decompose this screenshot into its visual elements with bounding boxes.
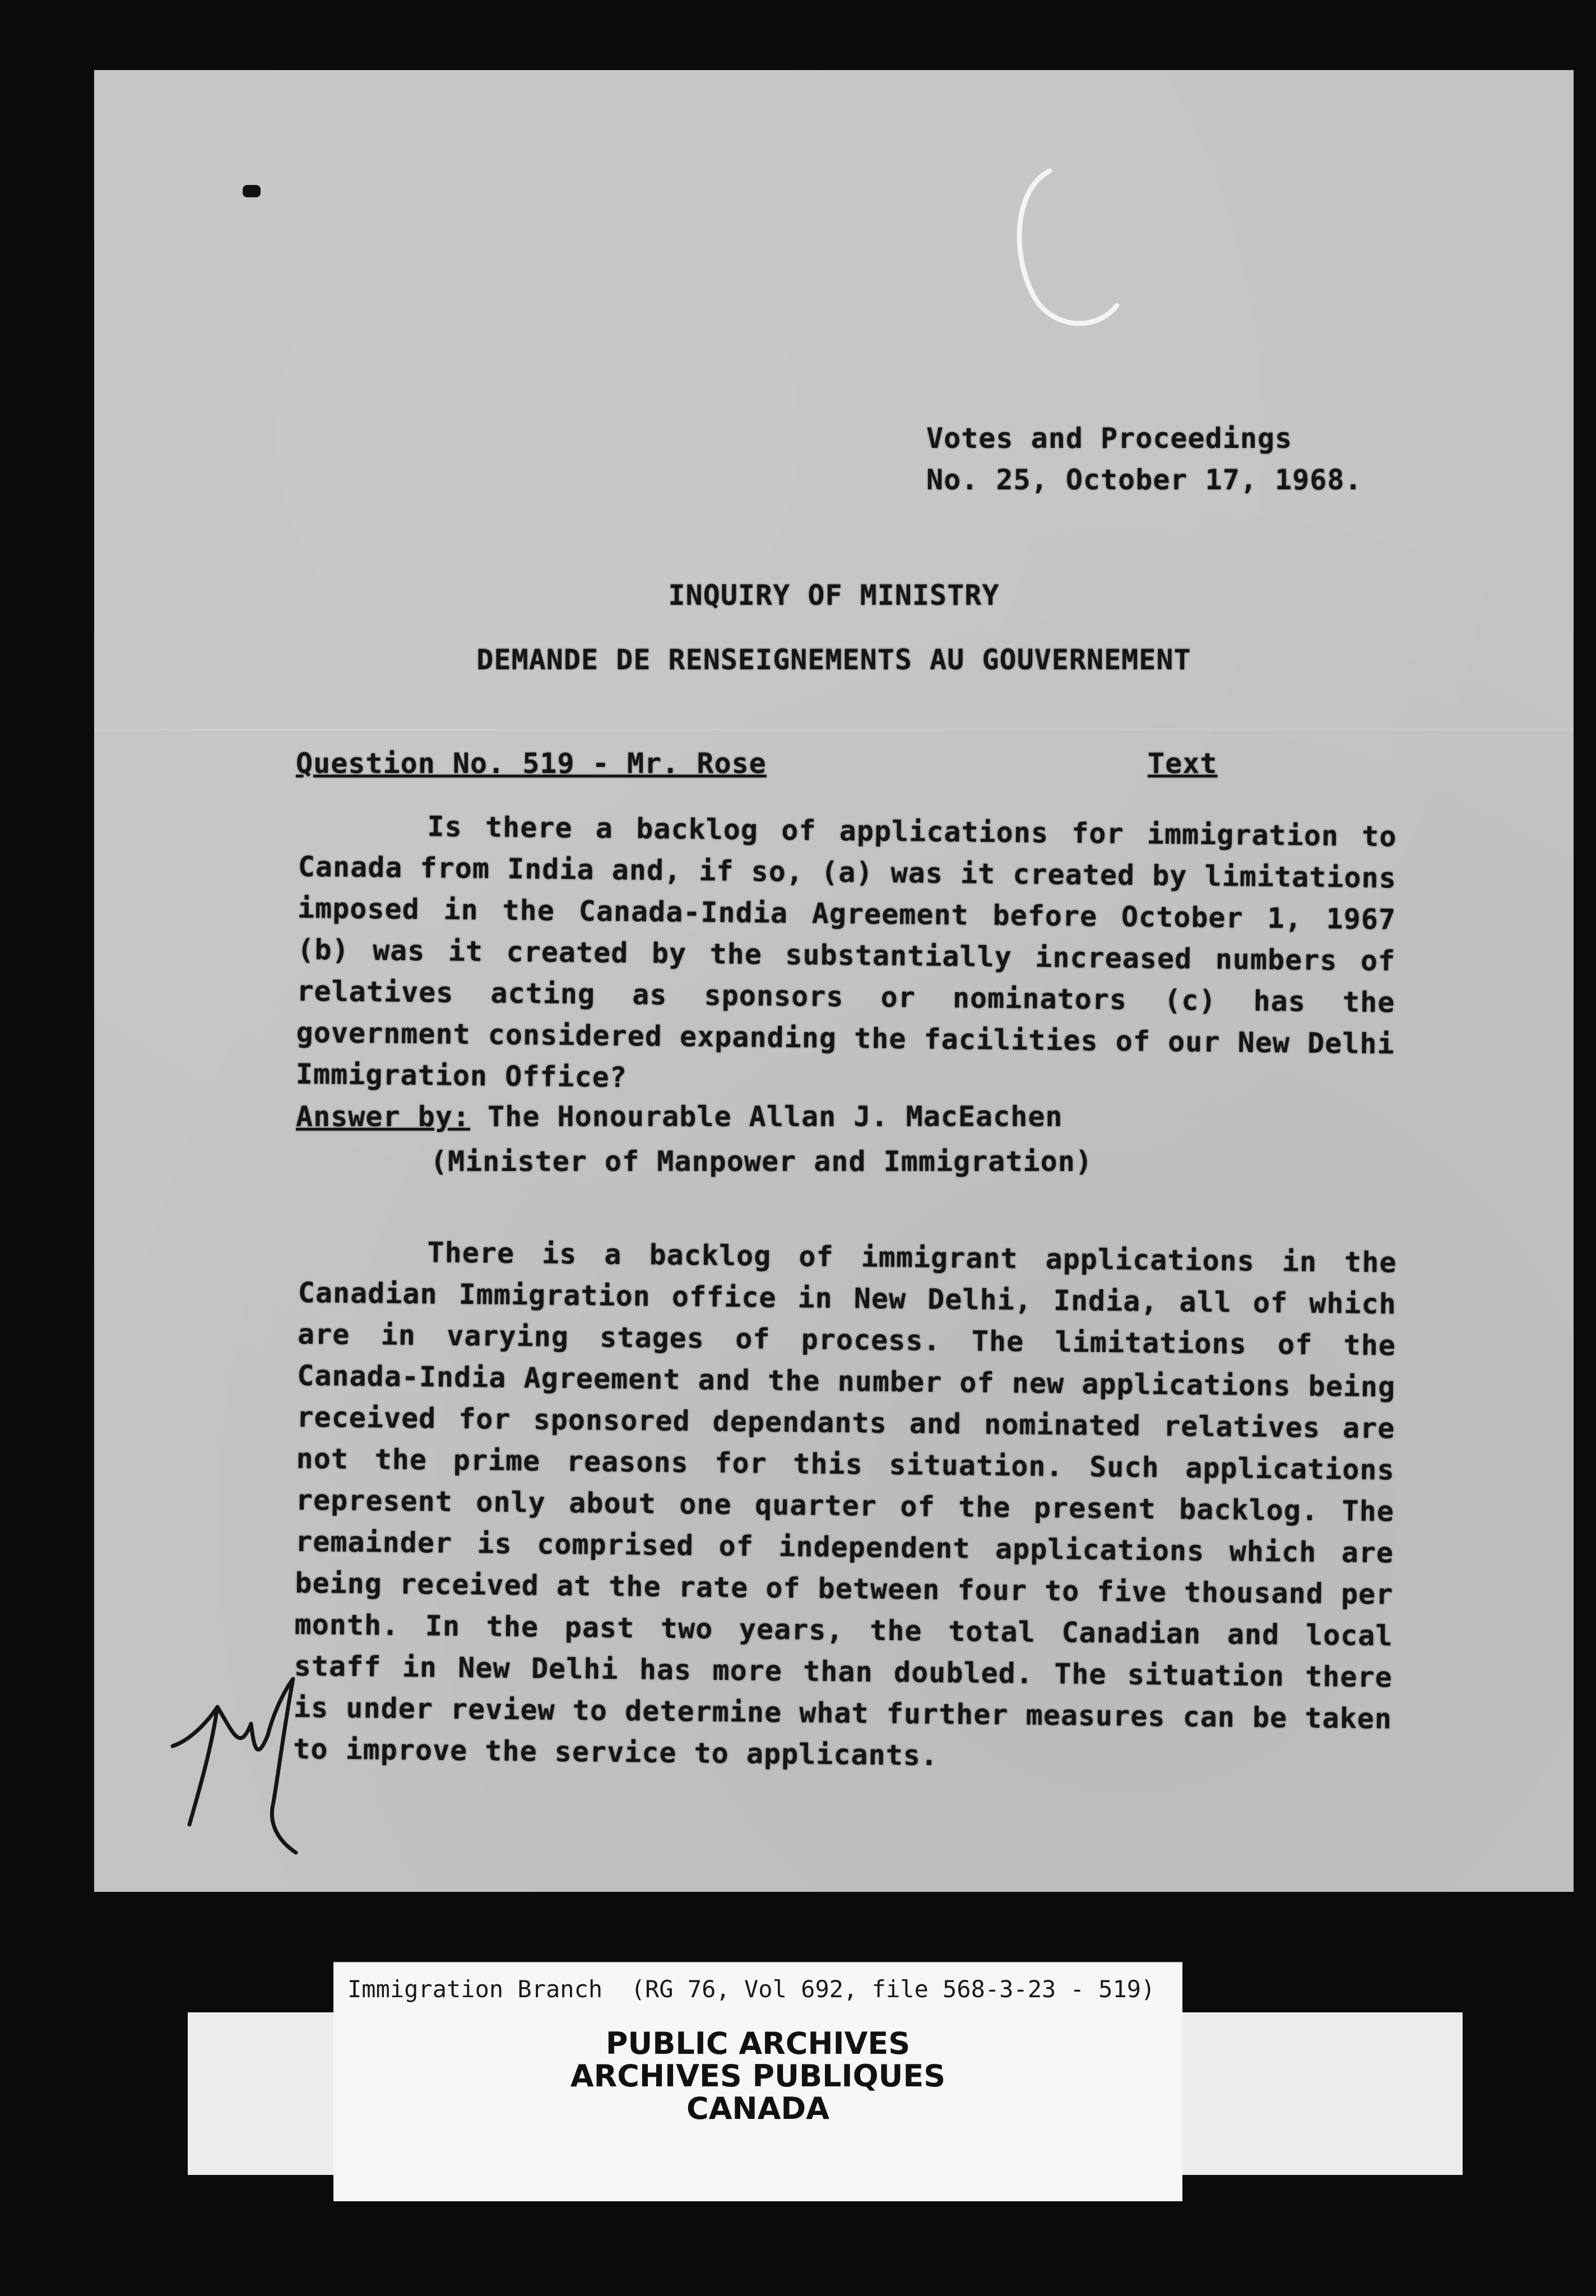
- text-tag: Text: [1148, 747, 1218, 780]
- pencil-mark-icon: [982, 165, 1128, 345]
- answer-title: (Minister of Manpower and Immigration): [430, 1145, 1093, 1178]
- archive-title-fr: ARCHIVES PUBLIQUES: [570, 2058, 946, 2094]
- archive-label: [333, 1962, 1182, 2201]
- reference-block: [926, 418, 1362, 501]
- question-label: Question No. 519 - Mr. Rose: [296, 747, 767, 780]
- heading-french: DEMANDE DE RENSEIGNEMENTS AU GOUVERNEMENT: [476, 644, 1191, 676]
- archive-title-en: PUBLIC ARCHIVES: [605, 2026, 911, 2061]
- answer-label: Answer by:: [296, 1100, 471, 1133]
- question-text: Is there a backlog of applications for immigration to Canada from India and, if so, (a) was it created by limitations imposed in the Canada-India Agreement before October 1, 1967 (b) was it created by the substantially increased numbers of relatives acting as sponsors or nominators (c) has the government considered expanding the facilities of our New Delhi Immigration Office?: [295, 810, 1397, 1094]
- fold-line: [94, 729, 1574, 730]
- archive-title-country: CANADA: [686, 2091, 830, 2126]
- archive-reference: Immigration Branch (RG 76, Vol 692, file 568-3-23 - 519): [347, 1975, 1156, 2003]
- handwritten-initials-icon: [156, 1656, 324, 1858]
- answer-by: The Honourable Allan J. MacEachen: [488, 1100, 1063, 1133]
- ink-mark-icon: [243, 185, 261, 197]
- answer-text: There is a backlog of immigrant applications in the Canadian Immigration office in New Delhi, India, all of which are in varying stages of process. The limitations of the Canada-India Agreement and the number of new applications being received for sponsored dependants and nominated relatives are not the prime reasons for this situation. Such applications represent only about one quarter of the present backlog. The remainder is comprised of independent applications which are being received at the rate of between four to five thousand per month. In the past two years, the total Canadian and local staff in New Delhi has more than doubled. The situation there is under review to determine what further measures can be taken to improve the service to applicants.: [293, 1236, 1397, 1772]
- answer-line: [296, 1096, 1063, 1137]
- reference-line-1: Votes and Proceedings: [926, 422, 1293, 455]
- reference-line-2: No. 25, October 17, 1968.: [926, 464, 1362, 496]
- heading-english: INQUIRY OF MINISTRY: [668, 579, 1000, 612]
- document-page: [94, 70, 1574, 1892]
